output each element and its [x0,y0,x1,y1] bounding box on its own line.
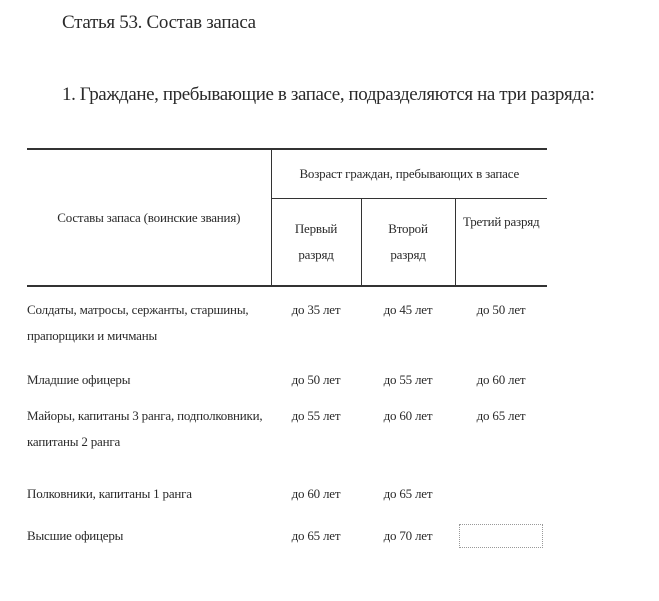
rank-header-first-label: Первый разряд [294,221,338,262]
second-rank-age: до 60 лет [383,408,433,423]
third-rank-age: до 60 лет [476,372,526,387]
age-header: Возраст граждан, пребывающих в запасе [271,149,547,199]
empty-cell-box [459,524,543,548]
composition-cell: Полковники, капитаны 1 ранга [27,486,192,501]
third-rank-age-empty [455,523,547,553]
table-row [27,477,547,523]
third-rank-age: до 65 лет [476,408,526,423]
third-rank-age [455,477,547,523]
composition-header: Составы запаса (воинские звания) [27,149,271,286]
second-rank-age: до 70 лет [383,528,433,543]
first-rank-age: до 65 лет [291,528,341,543]
second-rank-age: до 45 лет [383,302,433,317]
intro-paragraph: 1. Граждане, пребывающие в запасе, подразделяются на три разряда: [62,84,595,105]
third-rank-age: до 50 лет [476,302,526,317]
rank-header-first [271,199,361,287]
rank-header-second [361,199,455,287]
reserve-ranks-table [27,148,547,553]
composition-cell: Майоры, капитаны 3 ранга, подполковники, капитаны 2 ранга [27,408,263,449]
composition-cell: Высшие офицеры [27,528,124,543]
table-row [27,286,547,359]
first-rank-age: до 50 лет [291,372,341,387]
rank-header-third: Третий разряд [455,199,547,287]
table-row [27,403,547,477]
article-title: Статья 53. Состав запаса [62,12,256,33]
composition-cell: Солдаты, матросы, сержанты, старшины, прапорщики и мичманы [27,302,249,343]
table-row [27,359,547,403]
first-rank-age: до 60 лет [291,486,341,501]
table-row [27,523,547,553]
second-rank-age: до 55 лет [383,372,433,387]
first-rank-age: до 55 лет [291,408,341,423]
first-rank-age: до 35 лет [291,302,341,317]
rank-header-second-label: Второй разряд [388,221,428,262]
second-rank-age: до 65 лет [383,486,433,501]
composition-cell: Младшие офицеры [27,372,131,387]
